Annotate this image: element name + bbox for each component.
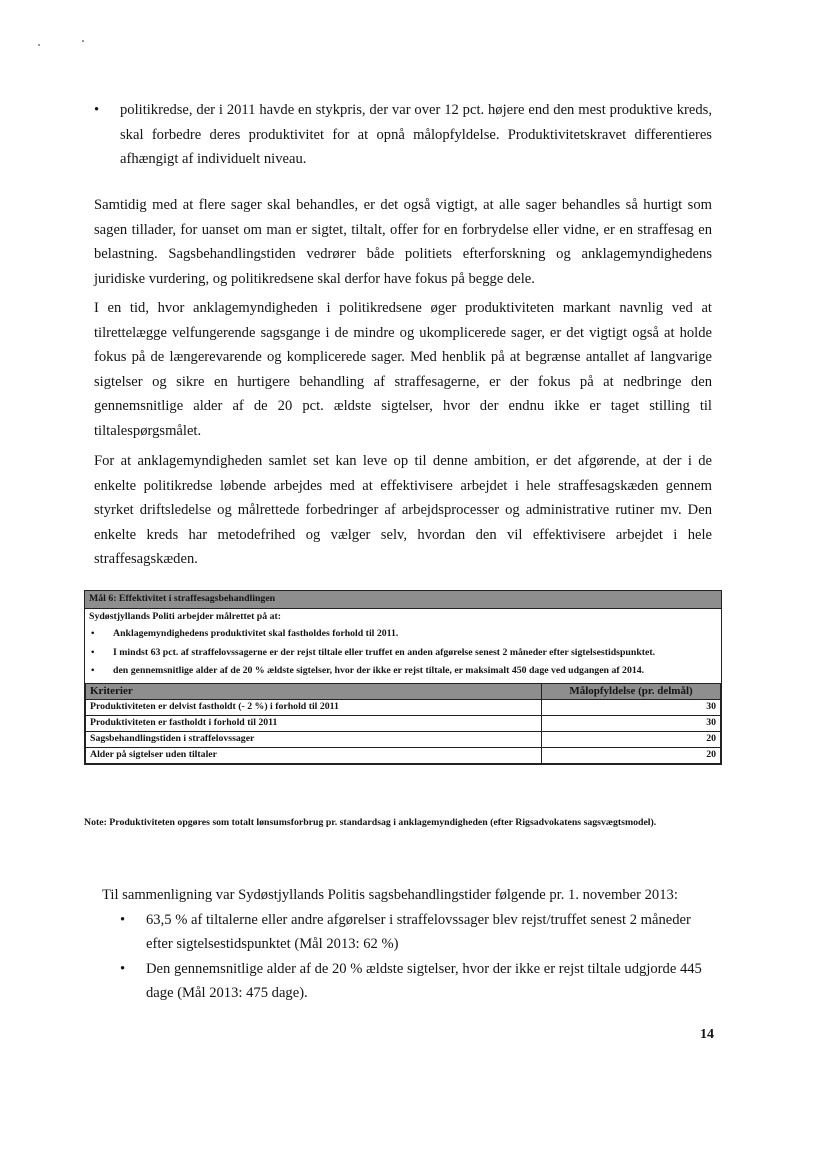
criterion-cell: Alder på sigtelser uden tiltaler [86,747,542,763]
list-item: • Den gennemsnitlige alder af de 20 % ældste sigtelser, hvor der ikke er rejst tiltale udgjorde 445 dage (Mål 2013: 475 dage). [120,957,714,1006]
score-cell: 20 [542,747,721,763]
table-header-row [86,683,721,699]
comparison-bullet-list [102,908,714,1006]
criteria-table [85,683,721,764]
list-item: • politikredse, der i 2011 havde en stykpris, der var over 12 pct. højere end den mest produktive kreds, skal forbedre deres produktivitet for at opnå målopfyldelse. Produktivitetskravet differentieres afhængigt af individuelt niveau. [94,98,712,172]
criterion-cell: Sagsbehandlingstiden i straffelovssager [86,731,542,747]
list-item: • I mindst 63 pct. af straffelovssagerne er der rejst tiltale eller truffet en anden afgørelse senest 2 måneder efter sigtelsestidspunktet. [89,644,717,663]
score-header: Målopfyldelse (pr. delmål) [542,683,721,699]
scan-artifact [38,44,40,46]
table-note: Note: Produktiviteten opgøres som totalt lønsumsforbrug pr. standardsag i anklagemyndigheden (efter Rigsadvokatens sagsvægtsmodel). [84,817,657,828]
table-row [86,747,721,763]
table-row [86,699,721,715]
goal-box [84,590,722,765]
table-row [86,715,721,731]
list-item: • den gennemsnitlige alder af de 20 % ældste sigtelser, hvor der ikke er rejst tiltale, er maksimalt 450 dage ved udgangen af 2014. [89,662,717,681]
list-item: • Anklagemyndighedens produktivitet skal fastholdes forhold til 2011. [89,625,717,644]
page-number: 14 [700,1027,714,1042]
intro-bullet-list [94,98,712,172]
criterion-cell: Produktiviteten er delvist fastholdt (- 2 %) i forhold til 2011 [86,699,542,715]
paragraph-efficiency: For at anklagemyndigheden samlet set kan leve op til denne ambition, er det afgørende, at der i de enkelte politikredse løbende arbejdes med at effektivisere arbejdet i hele straffesagskæden gennem styrket driftsledelse og målrettede forbedringer af arbejdsprocesser og administrative rutiner mv. Den enkelte kreds har metodefrihed og vælger selv, hvordan den vil effektivisere arbejdet i hele straffesagskæden. [94,453,712,567]
paragraph-case-processing: Samtidig med at flere sager skal behandles, er det også vigtigt, at alle sager behandles så hurtigt som sagen tillader, for uanset om man er sigtet, tiltalt, offer for en forbrydelse eller vidne, er en straffesag en belastning. Sagsbehandlingstiden vedrører både politiets efterforskning og anklagemyndighedens juridiske vurdering, og politikredsene skal derfor have fokus på begge dele. [94,197,712,287]
scan-artifact [82,40,84,42]
comparison-section [102,883,714,1006]
criteria-header: Kriterier [86,683,542,699]
list-item: • 63,5 % af tiltalerne eller andre afgørelser i straffelovssager blev rejst/truffet senest 2 måneder efter sigtelsestidspunktet (Mål 2013: 62 %) [120,908,714,957]
score-cell: 30 [542,699,721,715]
comparison-intro: Til sammenligning var Sydøstjyllands Politis sagsbehandlingstider følgende pr. 1. november 2013: [102,887,678,903]
table-row [86,731,721,747]
criterion-cell: Produktiviteten er fastholdt i forhold til 2011 [86,715,542,731]
goal-intro: Sydøstjyllands Politi arbejder målrettet på at: [89,610,282,622]
score-cell: 30 [542,715,721,731]
goal-bullet-list [85,625,721,683]
goal-title: Mål 6: Effektivitet i straffesagsbehandlingen [85,591,721,609]
score-cell: 20 [542,731,721,747]
paragraph-productivity: I en tid, hvor anklagemyndigheden i politikredsene øger produktiviteten markant navnlig ved at tilrettelægge velfungerende sagsgange i de mindre og ukomplicerede sager, er det vigtigt også at holde fokus på de længerevarende og komplicerede sager. Med henblik på at begrænse antallet af langvarige sigtelser og sikre en hurtigere behandling af straffesagerne, er der fokus på at nedbringe den gennemsnitlige alder af de 20 pct. ældste sigtelser, hvor der endnu ikke er taget stilling til tiltalespørgsmålet. [94,300,712,439]
